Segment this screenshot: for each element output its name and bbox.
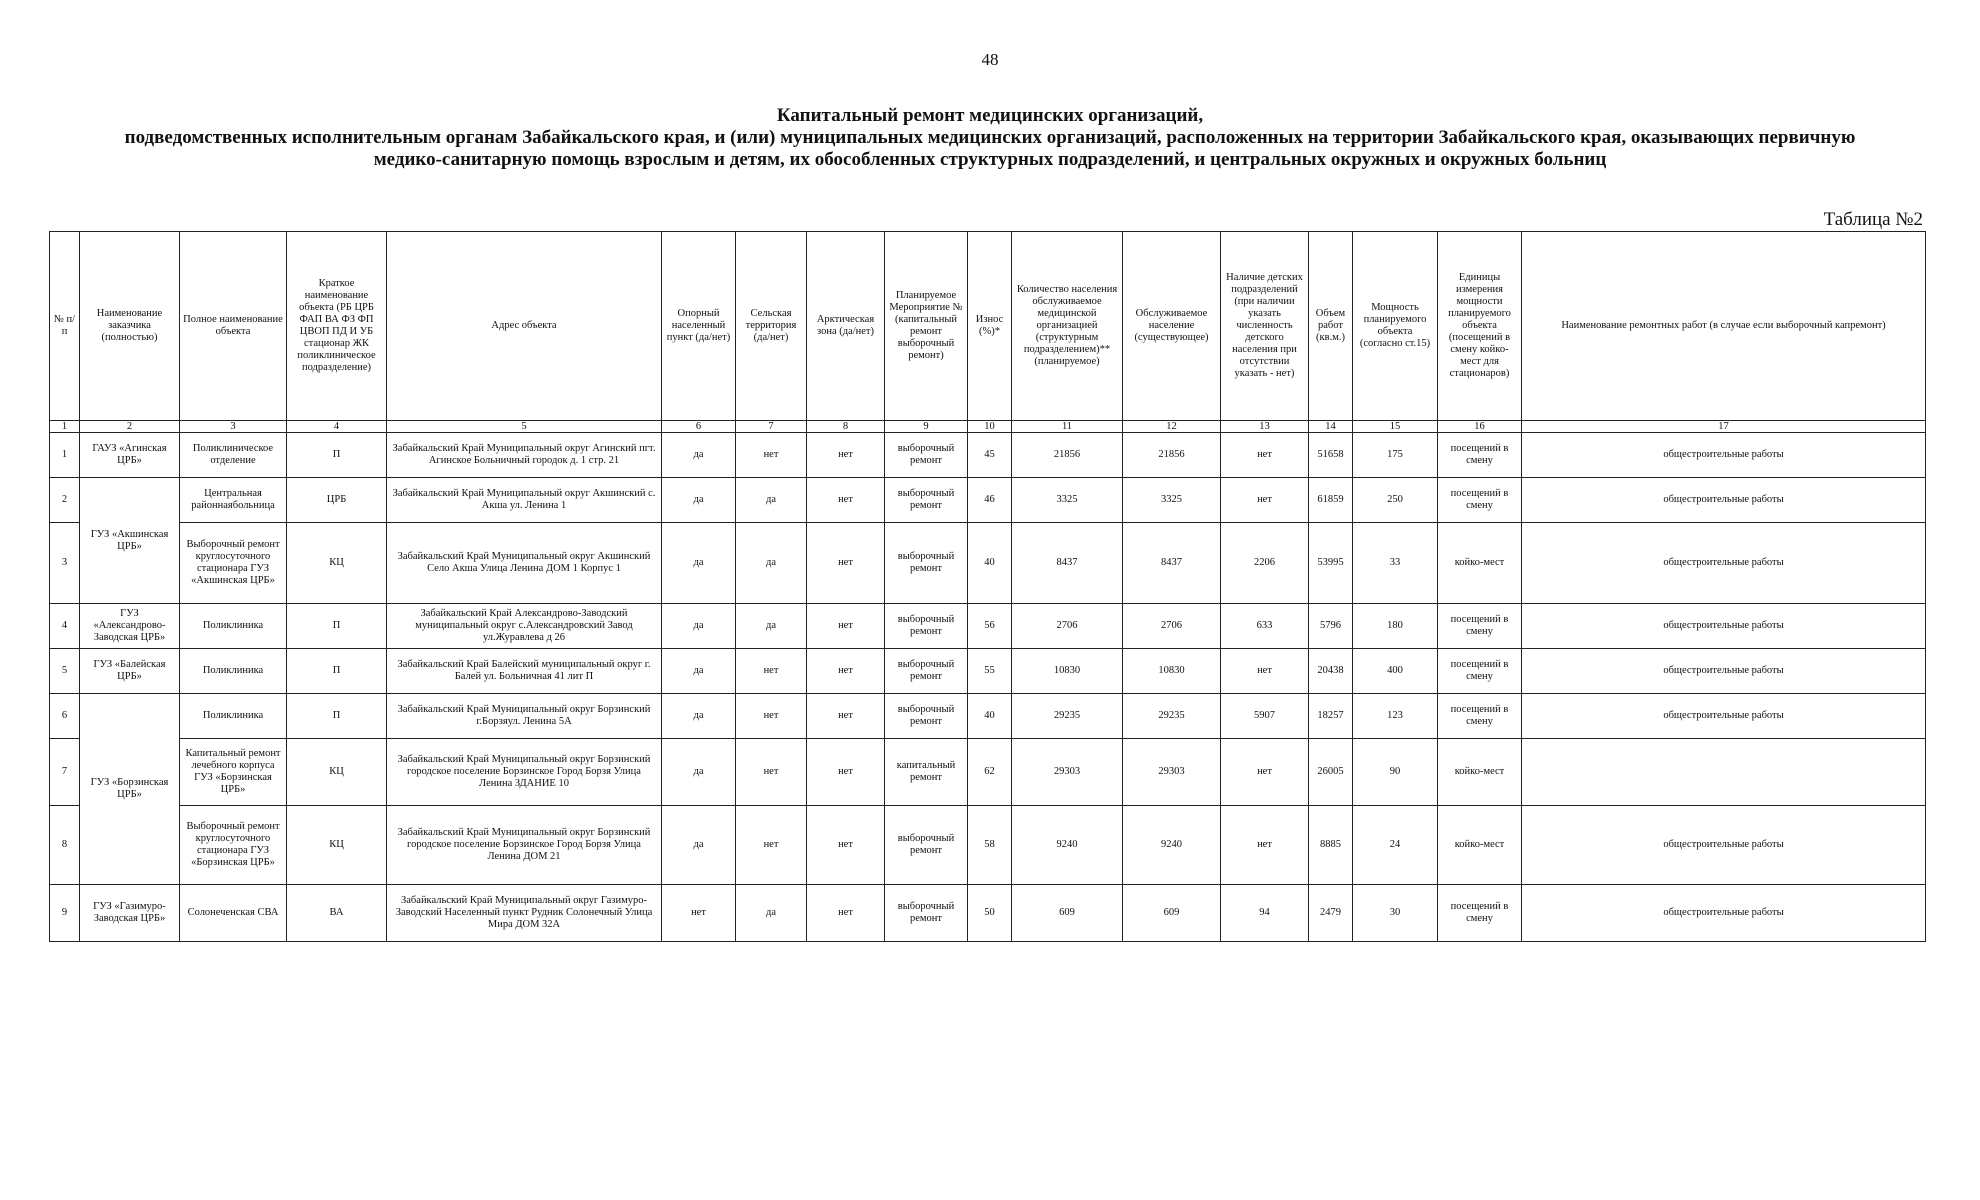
customer-cell: ГУЗ «Борзинская ЦРБ» [80, 694, 180, 885]
header-cell: Адрес объекта [387, 232, 662, 421]
area-cell: 61859 [1309, 478, 1353, 523]
short-name-cell: П [287, 433, 387, 478]
row-number: 8 [50, 806, 80, 885]
population-planned-cell: 29235 [1012, 694, 1123, 739]
measure-cell: выборочный ремонт [885, 649, 968, 694]
column-number: 13 [1221, 421, 1309, 433]
capacity-cell: 123 [1353, 694, 1438, 739]
table-row [50, 478, 1926, 523]
measure-cell: выборочный ремонт [885, 433, 968, 478]
short-name-cell: ЦРБ [287, 478, 387, 523]
unit-cell: посещений в смену [1438, 433, 1522, 478]
population-current-cell: 29235 [1123, 694, 1221, 739]
works-cell: общестроительные работы [1522, 885, 1926, 942]
works-cell [1522, 739, 1926, 806]
arctic-cell: нет [807, 433, 885, 478]
population-planned-cell: 29303 [1012, 739, 1123, 806]
full-name-cell: Поликлиника [180, 604, 287, 649]
arctic-cell: нет [807, 523, 885, 604]
capacity-cell: 250 [1353, 478, 1438, 523]
works-cell: общестроительные работы [1522, 478, 1926, 523]
wear-cell: 56 [968, 604, 1012, 649]
wear-cell: 40 [968, 694, 1012, 739]
header-cell: № п/п [50, 232, 80, 421]
arctic-cell: нет [807, 604, 885, 649]
column-number: 1 [50, 421, 80, 433]
rural-cell: нет [736, 649, 807, 694]
unit-cell: посещений в смену [1438, 604, 1522, 649]
area-cell: 5796 [1309, 604, 1353, 649]
header-cell: Объем работ (кв.м.) [1309, 232, 1353, 421]
children-cell: нет [1221, 739, 1309, 806]
arctic-cell: нет [807, 739, 885, 806]
unit-cell: посещений в смену [1438, 694, 1522, 739]
measure-cell: выборочный ремонт [885, 478, 968, 523]
hub-cell: да [662, 478, 736, 523]
row-number: 2 [50, 478, 80, 523]
address-cell: Забайкальский Край Муниципальный округ Борзинский городское поселение Борзинское Город Борзя Улица Ленина ДОМ 21 [387, 806, 662, 885]
area-cell: 26005 [1309, 739, 1353, 806]
header-cell: Обслуживаемое население (существующее) [1123, 232, 1221, 421]
customer-cell: ГАУЗ «Агинская ЦРБ» [80, 433, 180, 478]
works-cell: общестроительные работы [1522, 433, 1926, 478]
full-name-cell: Капитальный ремонт лечебного корпуса ГУЗ «Борзинская ЦРБ» [180, 739, 287, 806]
table-row [50, 806, 1926, 885]
column-number: 9 [885, 421, 968, 433]
arctic-cell: нет [807, 806, 885, 885]
row-number: 9 [50, 885, 80, 942]
arctic-cell: нет [807, 694, 885, 739]
column-number: 3 [180, 421, 287, 433]
full-name-cell: Поликлиника [180, 694, 287, 739]
row-number: 4 [50, 604, 80, 649]
header-cell: Наименование ремонтных работ (в случае если выборочный капремонт) [1522, 232, 1926, 421]
capacity-cell: 400 [1353, 649, 1438, 694]
header-cell: Мощность планируемого объекта (согласно ст.15) [1353, 232, 1438, 421]
wear-cell: 58 [968, 806, 1012, 885]
address-cell: Забайкальский Край Муниципальный округ Газимуро-Заводский Населенный пункт Рудник Солонечный Улица Мира ДОМ 32А [387, 885, 662, 942]
address-cell: Забайкальский Край Муниципальный округ Акшинский Село Акша Улица Ленина ДОМ 1 Корпус 1 [387, 523, 662, 604]
population-planned-cell: 3325 [1012, 478, 1123, 523]
population-current-cell: 3325 [1123, 478, 1221, 523]
population-current-cell: 21856 [1123, 433, 1221, 478]
works-cell: общестроительные работы [1522, 523, 1926, 604]
measure-cell: капитальный ремонт [885, 739, 968, 806]
header-cell: Наличие детских подразделений (при наличии указать численность детского населения при отсутствии указать - нет) [1221, 232, 1309, 421]
hub-cell: да [662, 649, 736, 694]
measure-cell: выборочный ремонт [885, 694, 968, 739]
header-cell: Опорный населенный пункт (да/нет) [662, 232, 736, 421]
population-current-cell: 609 [1123, 885, 1221, 942]
address-cell: Забайкальский Край Муниципальный округ Борзинский городское поселение Борзинское Город Борзя Улица Ленина ЗДАНИЕ 10 [387, 739, 662, 806]
children-cell: 2206 [1221, 523, 1309, 604]
capacity-cell: 30 [1353, 885, 1438, 942]
capacity-cell: 180 [1353, 604, 1438, 649]
rural-cell: нет [736, 694, 807, 739]
children-cell: 94 [1221, 885, 1309, 942]
short-name-cell: КЦ [287, 739, 387, 806]
population-planned-cell: 609 [1012, 885, 1123, 942]
address-cell: Забайкальский Край Муниципальный округ Агинский пгт. Агинское Больничный городок д. 1 стр. 21 [387, 433, 662, 478]
population-planned-cell: 21856 [1012, 433, 1123, 478]
hub-cell: нет [662, 885, 736, 942]
header-cell: Единицы измерения мощности планируемого объекта (посещений в смену койко-мест для стационаров) [1438, 232, 1522, 421]
wear-cell: 45 [968, 433, 1012, 478]
capacity-cell: 90 [1353, 739, 1438, 806]
arctic-cell: нет [807, 885, 885, 942]
table-caption: Таблица №2 [1823, 209, 1923, 230]
title-line-1: Капитальный ремонт медицинских организаций, [776, 105, 1204, 126]
column-number: 12 [1123, 421, 1221, 433]
population-planned-cell: 8437 [1012, 523, 1123, 604]
capacity-cell: 24 [1353, 806, 1438, 885]
capacity-cell: 175 [1353, 433, 1438, 478]
short-name-cell: ВА [287, 885, 387, 942]
column-number: 17 [1522, 421, 1926, 433]
customer-cell: ГУЗ «Газимуро-Заводская ЦРБ» [80, 885, 180, 942]
rural-cell: да [736, 604, 807, 649]
area-cell: 53995 [1309, 523, 1353, 604]
table-row [50, 604, 1926, 649]
table-row [50, 433, 1926, 478]
row-number: 5 [50, 649, 80, 694]
column-number: 11 [1012, 421, 1123, 433]
column-number: 10 [968, 421, 1012, 433]
address-cell: Забайкальский Край Муниципальный округ Акшинский с. Акша ул. Ленина 1 [387, 478, 662, 523]
customer-cell: ГУЗ «Акшинская ЦРБ» [80, 478, 180, 604]
header-cell: Сельская территория (да/нет) [736, 232, 807, 421]
short-name-cell: П [287, 604, 387, 649]
area-cell: 2479 [1309, 885, 1353, 942]
table-row [50, 694, 1926, 739]
column-number: 7 [736, 421, 807, 433]
rural-cell: да [736, 478, 807, 523]
unit-cell: посещений в смену [1438, 885, 1522, 942]
measure-cell: выборочный ремонт [885, 885, 968, 942]
population-current-cell: 29303 [1123, 739, 1221, 806]
works-cell: общестроительные работы [1522, 694, 1926, 739]
short-name-cell: П [287, 694, 387, 739]
measure-cell: выборочный ремонт [885, 604, 968, 649]
column-number: 8 [807, 421, 885, 433]
column-number-row [50, 421, 1926, 433]
rural-cell: нет [736, 433, 807, 478]
column-number: 6 [662, 421, 736, 433]
customer-cell: ГУЗ «Александрово-Заводская ЦРБ» [80, 604, 180, 649]
row-number: 7 [50, 739, 80, 806]
population-planned-cell: 10830 [1012, 649, 1123, 694]
column-number: 5 [387, 421, 662, 433]
children-cell: нет [1221, 806, 1309, 885]
column-number: 15 [1353, 421, 1438, 433]
page-number: 48 [981, 50, 999, 69]
works-cell: общестроительные работы [1522, 604, 1926, 649]
customer-cell: ГУЗ «Балейская ЦРБ» [80, 649, 180, 694]
hub-cell: да [662, 433, 736, 478]
wear-cell: 46 [968, 478, 1012, 523]
table-row [50, 885, 1926, 942]
arctic-cell: нет [807, 649, 885, 694]
unit-cell: койко-мест [1438, 806, 1522, 885]
wear-cell: 55 [968, 649, 1012, 694]
full-name-cell: Выборочный ремонт круглосуточного стационара ГУЗ «Акшинская ЦРБ» [180, 523, 287, 604]
column-number: 4 [287, 421, 387, 433]
rural-cell: нет [736, 806, 807, 885]
area-cell: 20438 [1309, 649, 1353, 694]
hub-cell: да [662, 739, 736, 806]
short-name-cell: П [287, 649, 387, 694]
wear-cell: 40 [968, 523, 1012, 604]
arctic-cell: нет [807, 478, 885, 523]
column-number: 16 [1438, 421, 1522, 433]
population-current-cell: 2706 [1123, 604, 1221, 649]
full-name-cell: Поликлиника [180, 649, 287, 694]
full-name-cell: Солонеченская СВА [180, 885, 287, 942]
children-cell: нет [1221, 433, 1309, 478]
rural-cell: да [736, 885, 807, 942]
header-cell: Арктическая зона (да/нет) [807, 232, 885, 421]
children-cell: нет [1221, 649, 1309, 694]
works-cell: общестроительные работы [1522, 649, 1926, 694]
title-line-3: медико-санитарную помощь взрослым и детям, их обособленных структурных подразделений, и центральных окружных и окружных больниц [373, 149, 1607, 170]
unit-cell: койко-мест [1438, 523, 1522, 604]
address-cell: Забайкальский Край Александрово-Заводский муниципальный округ с.Александровский Завод ул.Журавлева д 26 [387, 604, 662, 649]
unit-cell: посещений в смену [1438, 478, 1522, 523]
short-name-cell: КЦ [287, 523, 387, 604]
row-number: 6 [50, 694, 80, 739]
works-cell: общестроительные работы [1522, 806, 1926, 885]
children-cell: 5907 [1221, 694, 1309, 739]
area-cell: 18257 [1309, 694, 1353, 739]
capacity-cell: 33 [1353, 523, 1438, 604]
short-name-cell: КЦ [287, 806, 387, 885]
population-current-cell: 8437 [1123, 523, 1221, 604]
population-planned-cell: 9240 [1012, 806, 1123, 885]
repair-table [49, 231, 1926, 942]
hub-cell: да [662, 806, 736, 885]
hub-cell: да [662, 523, 736, 604]
measure-cell: выборочный ремонт [885, 523, 968, 604]
page-title [30, 105, 1950, 171]
rural-cell: да [736, 523, 807, 604]
unit-cell: койко-мест [1438, 739, 1522, 806]
header-cell: Краткое наименование объекта (РБ ЦРБ ФАП ВА ФЗ ФП ЦВОП ПД И УБ стационар ЖК поликлиническое подразделение) [287, 232, 387, 421]
table-row [50, 649, 1926, 694]
row-number: 3 [50, 523, 80, 604]
full-name-cell: Центральная районнаябольница [180, 478, 287, 523]
area-cell: 51658 [1309, 433, 1353, 478]
table-header-row [50, 232, 1926, 421]
population-planned-cell: 2706 [1012, 604, 1123, 649]
full-name-cell: Поликлиническое отделение [180, 433, 287, 478]
children-cell: 633 [1221, 604, 1309, 649]
wear-cell: 50 [968, 885, 1012, 942]
full-name-cell: Выборочный ремонт круглосуточного стационара ГУЗ «Борзинская ЦРБ» [180, 806, 287, 885]
column-number: 14 [1309, 421, 1353, 433]
children-cell: нет [1221, 478, 1309, 523]
column-number: 2 [80, 421, 180, 433]
hub-cell: да [662, 694, 736, 739]
hub-cell: да [662, 604, 736, 649]
table-row [50, 523, 1926, 604]
rural-cell: нет [736, 739, 807, 806]
population-current-cell: 10830 [1123, 649, 1221, 694]
measure-cell: выборочный ремонт [885, 806, 968, 885]
wear-cell: 62 [968, 739, 1012, 806]
title-line-2: подведомственных исполнительным органам Забайкальского края, и (или) муниципальных медицинских организаций, расположенных на территории Забайкальского края, оказывающих первичную [124, 127, 1856, 148]
address-cell: Забайкальский Край Муниципальный округ Борзинский г.Борзяул. Ленина 5А [387, 694, 662, 739]
table-row [50, 739, 1926, 806]
population-current-cell: 9240 [1123, 806, 1221, 885]
unit-cell: посещений в смену [1438, 649, 1522, 694]
header-cell: Износ (%)* [968, 232, 1012, 421]
address-cell: Забайкальский Край Балейский муниципальный округ г. Балей ул. Больничная 41 лит П [387, 649, 662, 694]
header-cell: Наименование заказчика (полностью) [80, 232, 180, 421]
area-cell: 8885 [1309, 806, 1353, 885]
header-cell: Планируемое Мероприятие № (капитальный ремонт выборочный ремонт) [885, 232, 968, 421]
row-number: 1 [50, 433, 80, 478]
header-cell: Количество населения обслуживаемое медицинской организацией (структурным подразделением)** (планируемое) [1012, 232, 1123, 421]
header-cell: Полное наименование объекта [180, 232, 287, 421]
